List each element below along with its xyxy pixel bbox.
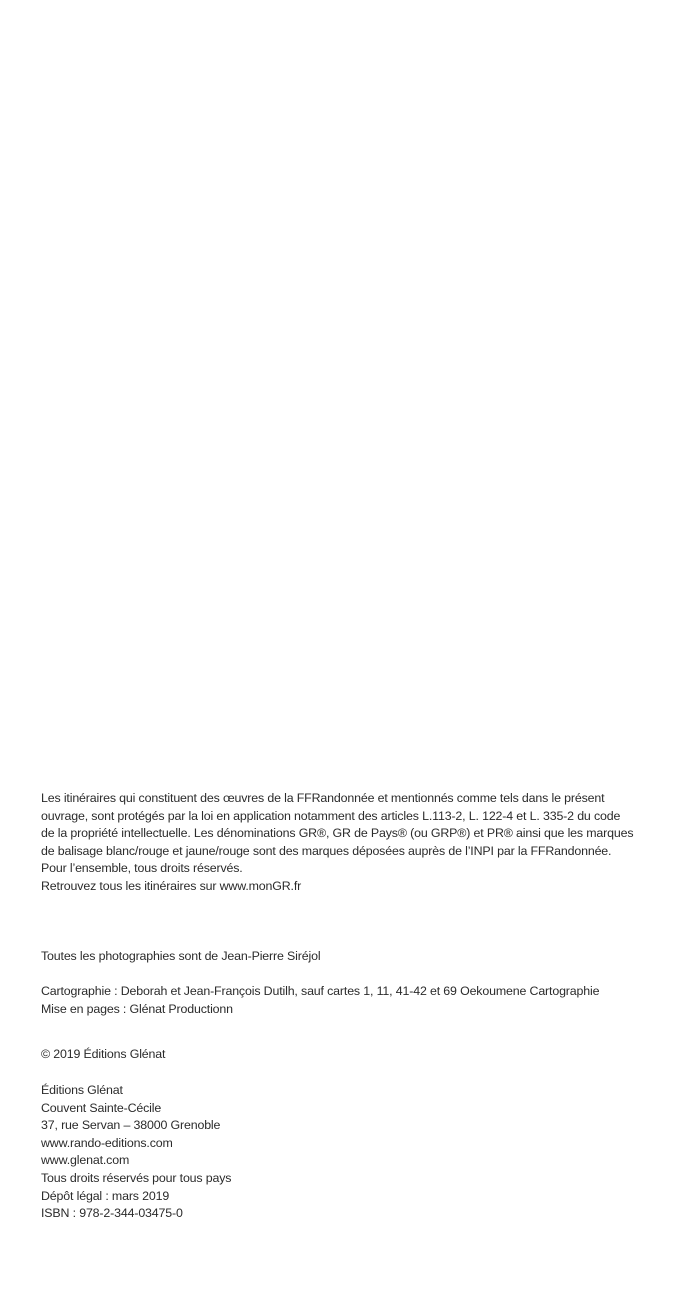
isbn: ISBN : 978-2-344-03475-0 bbox=[41, 1206, 183, 1221]
legal-notice-line: Pour l’ensemble, tous droits réservés. bbox=[41, 861, 243, 876]
photo-credit bbox=[41, 948, 661, 966]
photo-credit-text: Toutes les photographies sont de Jean-Pierre Siréjol bbox=[41, 948, 321, 963]
legal-notice-line: Les itinéraires qui constituent des œuvres de la FFRandonnée et mentionnés comme tels dans le présent bbox=[41, 791, 605, 805]
legal-notice bbox=[41, 790, 661, 896]
copyright-text: © 2019 Éditions Glénat bbox=[41, 1047, 166, 1062]
colophon bbox=[41, 790, 661, 1223]
legal-notice-line: de balisage blanc/rouge et jaune/rouge sont des marques déposées auprès de l’INPI par la FFRandonnée. bbox=[41, 843, 612, 858]
production-credits bbox=[41, 983, 661, 1018]
legal-notice-line: Retrouvez tous les itinéraires sur www.monGR.fr bbox=[41, 878, 302, 893]
publisher-name: Éditions Glénat bbox=[41, 1082, 123, 1097]
publisher-website-glenat: www.glenat.com bbox=[41, 1153, 130, 1168]
publisher-address-line2: 37, rue Servan – 38000 Grenoble bbox=[41, 1118, 221, 1133]
cartography-credit: Cartographie : Deborah et Jean-François Dutilh, sauf cartes 1, 11, 41-42 et 69 Oekoumene Cartographie bbox=[41, 984, 600, 999]
copyright-notice bbox=[41, 1046, 661, 1064]
publisher-info bbox=[41, 1082, 661, 1223]
rights-statement: Tous droits réservés pour tous pays bbox=[41, 1170, 232, 1185]
legal-notice-line: de la propriété intellectuelle. Les dénominations GR®, GR de Pays® (ou GRP®) et PR® ainsi que les marques bbox=[41, 826, 634, 841]
legal-notice-line: ouvrage, sont protégés par la loi en application notamment des articles L.113-2, L. 122-4 et L. 335-2 du code bbox=[41, 808, 621, 823]
publisher-address-line1: Couvent Sainte-Cécile bbox=[41, 1100, 162, 1115]
legal-deposit: Dépôt légal : mars 2019 bbox=[41, 1188, 170, 1203]
publisher-website-rando: www.rando-editions.com bbox=[41, 1135, 173, 1150]
layout-credit: Mise en pages : Glénat Productionn bbox=[41, 1001, 233, 1016]
